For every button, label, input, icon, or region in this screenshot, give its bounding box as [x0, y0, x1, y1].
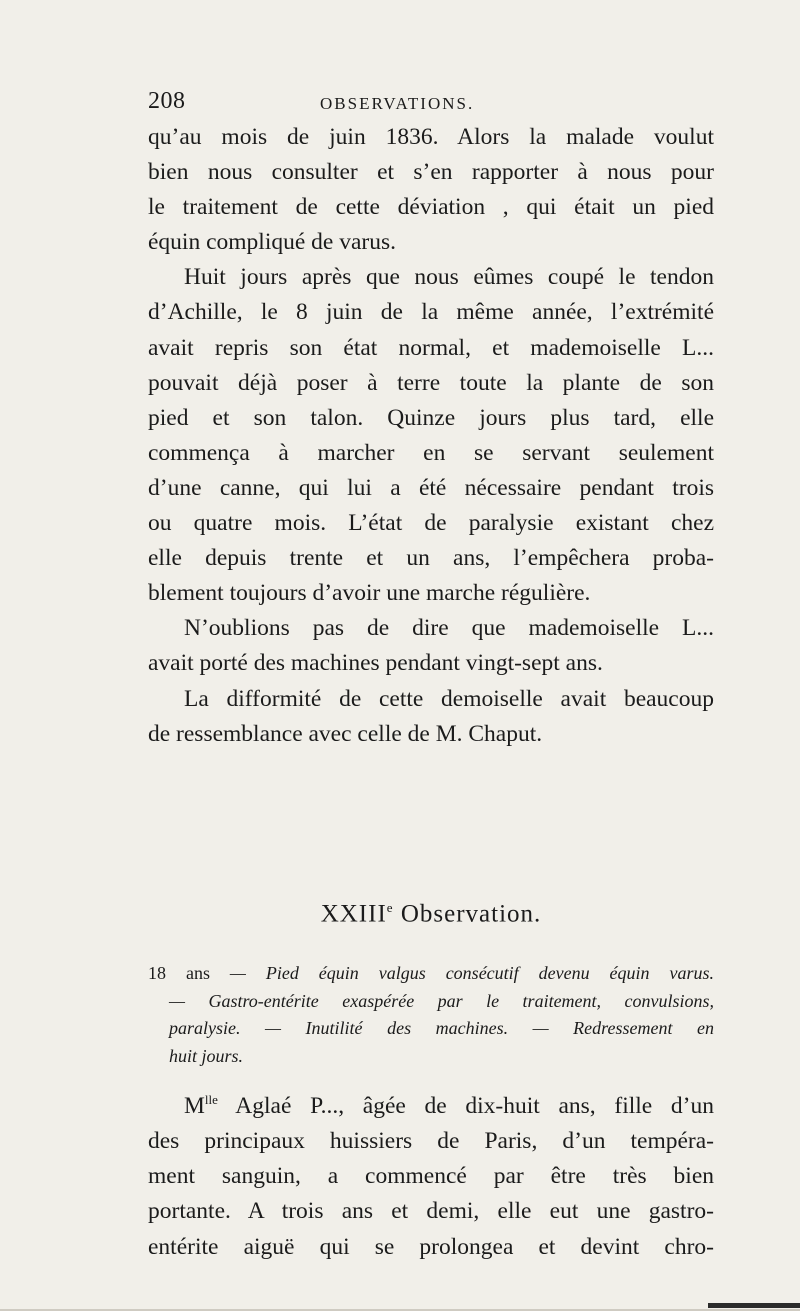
text-line: le traitement de cette déviation , qui était un pied: [148, 194, 714, 221]
observation-number-suffix: e: [386, 900, 394, 915]
observation-label: Observation.: [400, 900, 542, 928]
text-line: pouvait déjà poser à terre toute la plante de son: [148, 369, 714, 396]
patient-age: 18 ans: [148, 963, 210, 983]
text-line: blement toujours d’avoir une marche régulière.: [148, 580, 591, 607]
text-line: d’une canne, qui lui a été nécessaire pendant trois: [148, 474, 714, 501]
text-line: des principaux huissiers de Paris, d’un tempéra-: [148, 1128, 714, 1155]
summary-line: [148, 1015, 714, 1043]
title-abbrev: M: [184, 1092, 205, 1119]
text-line: N’oublions pas de dire que mademoiselle L...: [184, 615, 714, 642]
page-edge-mark: [708, 1303, 800, 1308]
case-summary: [148, 960, 714, 1070]
summary-text: paralysie. — Inutilité des machines. — Redressement en: [169, 1018, 714, 1038]
summary-line: [148, 1043, 714, 1071]
text-line: qu’au mois de juin 1836. Alors la malade voulut: [148, 124, 714, 150]
summary-line: [148, 988, 714, 1016]
text-line: pied et son talon. Quinze jours plus tard, elle: [148, 404, 714, 431]
text-line: entérite aiguë qui se prolongea et devint chro-: [148, 1233, 714, 1260]
case-text: [148, 1082, 714, 1265]
text-line: ou quatre mois. L’état de paralysie existant chez: [148, 510, 714, 537]
body-text: [148, 120, 714, 752]
running-title: OBSERVATIONS.: [320, 94, 475, 113]
text-line: La difformité de cette demoiselle avait beaucoup: [184, 685, 714, 712]
text-line: de ressemblance avec celle de M. Chaput.: [148, 720, 543, 747]
text-line: avait porté des machines pendant vingt-sept ans.: [148, 650, 603, 677]
title-abbrev-suffix: lle: [204, 1092, 218, 1107]
summary-text: huit jours.: [169, 1045, 244, 1066]
page-number: 208: [148, 88, 186, 114]
line-text: Aglaé P..., âgée de dix-huit ans, fille d’un: [217, 1092, 714, 1119]
text-line: [148, 1082, 714, 1124]
text-line: bien nous consulter et s’en rapporter à nous pour: [148, 159, 714, 186]
summary-text: — Gastro-entérite exaspérée par le traitement, convulsions,: [169, 990, 714, 1011]
observation-number: XXIII: [320, 900, 387, 928]
text-line: portante. A trois ans et demi, elle eut une gastro-: [148, 1198, 714, 1225]
text-line: commença à marcher en se servant seulement: [148, 439, 714, 466]
summary-text: — Pied équin valgus consécutif devenu équin varus.: [209, 963, 714, 983]
text-line: avait repris son état normal, et mademoiselle L...: [148, 334, 714, 361]
text-line: équin compliqué de varus.: [148, 229, 396, 256]
text-line: ment sanguin, a commencé par être très bien: [148, 1163, 714, 1190]
text-line: Huit jours après que nous eûmes coupé le tendon: [184, 264, 714, 291]
text-line: elle depuis trente et un ans, l’empêchera proba-: [148, 545, 714, 572]
running-head: [148, 88, 708, 118]
observation-heading: [148, 900, 714, 928]
text-line: d’Achille, le 8 juin de la même année, l’extrémité: [148, 299, 714, 326]
summary-line: [148, 960, 714, 988]
